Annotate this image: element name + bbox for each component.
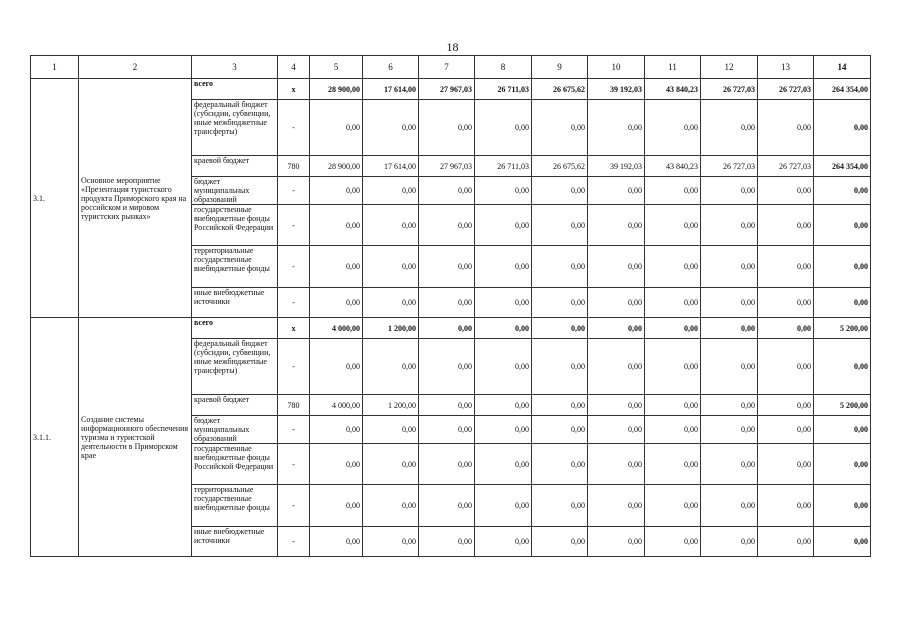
amount-cell: 4 000,00: [310, 318, 363, 339]
col-header: 6: [363, 56, 419, 79]
activity-name: Основное мероприятие «Презентация туристского продукта Приморского края на российском и мировом туристских рынках»: [79, 79, 192, 318]
funding-source: федеральный бюджет (субсидии, субвенции, иные межбюджетные трансферты): [192, 339, 278, 395]
amount-cell: 0,00: [645, 339, 701, 395]
activity-name: Создание системы информационного обеспечения туризма и туристской деятельности в Приморском крае: [79, 318, 192, 557]
amount-cell: 39 192,03: [588, 156, 645, 177]
amount-cell: 0,00: [814, 246, 871, 288]
amount-cell: 28 900,00: [310, 156, 363, 177]
amount-cell: 26 675,62: [532, 156, 588, 177]
amount-cell: 0,00: [475, 246, 532, 288]
amount-cell: 0,00: [310, 246, 363, 288]
amount-cell: 0,00: [310, 100, 363, 156]
amount-cell: 0,00: [588, 339, 645, 395]
amount-cell: 0,00: [758, 395, 814, 416]
amount-cell: 0,00: [475, 416, 532, 444]
funding-source: территориальные государственные внебюджетные фонды: [192, 485, 278, 527]
amount-cell: 0,00: [419, 288, 475, 318]
budget-code: -: [278, 205, 310, 246]
budget-table: [30, 55, 871, 557]
amount-cell: 0,00: [363, 246, 419, 288]
row-number: 3.1.1.: [31, 318, 79, 557]
row-number: 3.1.: [31, 79, 79, 318]
amount-cell: 0,00: [758, 527, 814, 557]
amount-cell: 26 727,03: [701, 156, 758, 177]
budget-code: 780: [278, 156, 310, 177]
funding-source: федеральный бюджет (субсидии, субвенции, иные межбюджетные трансферты): [192, 100, 278, 156]
amount-cell: 0,00: [645, 177, 701, 205]
amount-cell: 43 840,23: [645, 156, 701, 177]
amount-cell: 0,00: [363, 100, 419, 156]
amount-cell: 0,00: [814, 485, 871, 527]
col-header: 3: [192, 56, 278, 79]
amount-cell: 0,00: [701, 318, 758, 339]
budget-code: x: [278, 79, 310, 100]
amount-cell: 4 000,00: [310, 395, 363, 416]
amount-cell: 0,00: [475, 339, 532, 395]
amount-cell: 0,00: [645, 205, 701, 246]
amount-cell: 0,00: [758, 416, 814, 444]
amount-cell: 0,00: [701, 288, 758, 318]
amount-cell: 0,00: [645, 246, 701, 288]
col-header: 12: [701, 56, 758, 79]
amount-cell: 0,00: [419, 395, 475, 416]
col-header: 10: [588, 56, 645, 79]
funding-source: бюджет муниципальных образований: [192, 177, 278, 205]
amount-cell: 0,00: [814, 416, 871, 444]
table-row: [31, 318, 871, 339]
amount-cell: 0,00: [475, 485, 532, 527]
amount-cell: 5 200,00: [814, 318, 871, 339]
amount-cell: 0,00: [588, 246, 645, 288]
amount-cell: 0,00: [363, 205, 419, 246]
amount-cell: 0,00: [701, 416, 758, 444]
amount-cell: 1 200,00: [363, 395, 419, 416]
amount-cell: 0,00: [758, 485, 814, 527]
amount-cell: 0,00: [419, 527, 475, 557]
budget-code: -: [278, 339, 310, 395]
amount-cell: 0,00: [758, 318, 814, 339]
budget-code: -: [278, 288, 310, 318]
amount-cell: 26 727,03: [758, 79, 814, 100]
amount-cell: 0,00: [814, 288, 871, 318]
amount-cell: 0,00: [532, 416, 588, 444]
amount-cell: 26 711,03: [475, 79, 532, 100]
amount-cell: 0,00: [419, 246, 475, 288]
amount-cell: 26 727,03: [758, 156, 814, 177]
amount-cell: 0,00: [645, 395, 701, 416]
amount-cell: 0,00: [814, 205, 871, 246]
col-header: 11: [645, 56, 701, 79]
amount-cell: 0,00: [363, 527, 419, 557]
amount-cell: 26 711,03: [475, 156, 532, 177]
funding-source: иные внебюджетные источники: [192, 527, 278, 557]
amount-cell: 0,00: [814, 444, 871, 485]
amount-cell: 1 200,00: [363, 318, 419, 339]
amount-cell: 0,00: [532, 339, 588, 395]
amount-cell: 0,00: [645, 527, 701, 557]
amount-cell: 0,00: [588, 205, 645, 246]
amount-cell: 0,00: [588, 395, 645, 416]
funding-source: всего: [192, 318, 278, 339]
budget-code: -: [278, 444, 310, 485]
amount-cell: 0,00: [758, 177, 814, 205]
budget-code: 780: [278, 395, 310, 416]
amount-cell: 0,00: [419, 177, 475, 205]
amount-cell: 0,00: [532, 318, 588, 339]
amount-cell: 0,00: [588, 100, 645, 156]
amount-cell: 0,00: [532, 395, 588, 416]
amount-cell: 0,00: [532, 288, 588, 318]
amount-cell: 0,00: [363, 288, 419, 318]
amount-cell: 0,00: [645, 444, 701, 485]
amount-cell: 0,00: [701, 485, 758, 527]
amount-cell: 0,00: [419, 416, 475, 444]
amount-cell: 0,00: [814, 527, 871, 557]
amount-cell: 0,00: [701, 205, 758, 246]
col-header: 14: [814, 56, 871, 79]
budget-code: -: [278, 177, 310, 205]
budget-code: -: [278, 527, 310, 557]
amount-cell: 0,00: [758, 100, 814, 156]
amount-cell: 0,00: [532, 485, 588, 527]
amount-cell: 0,00: [475, 177, 532, 205]
amount-cell: 0,00: [758, 205, 814, 246]
amount-cell: 0,00: [588, 416, 645, 444]
col-header: 2: [79, 56, 192, 79]
amount-cell: 0,00: [758, 339, 814, 395]
amount-cell: 0,00: [588, 288, 645, 318]
amount-cell: 0,00: [814, 339, 871, 395]
header-row: [31, 56, 871, 79]
table-body: [31, 79, 871, 557]
amount-cell: 17 614,00: [363, 156, 419, 177]
budget-code: -: [278, 246, 310, 288]
page-number: 18: [446, 40, 459, 54]
amount-cell: 0,00: [310, 339, 363, 395]
amount-cell: 0,00: [645, 318, 701, 339]
amount-cell: 0,00: [532, 444, 588, 485]
amount-cell: 0,00: [701, 246, 758, 288]
amount-cell: 0,00: [814, 100, 871, 156]
budget-code: x: [278, 318, 310, 339]
amount-cell: 28 900,00: [310, 79, 363, 100]
amount-cell: 0,00: [310, 288, 363, 318]
amount-cell: 0,00: [532, 246, 588, 288]
amount-cell: 0,00: [419, 339, 475, 395]
amount-cell: 0,00: [310, 485, 363, 527]
amount-cell: 0,00: [475, 444, 532, 485]
amount-cell: 0,00: [758, 444, 814, 485]
amount-cell: 0,00: [758, 246, 814, 288]
col-header: 7: [419, 56, 475, 79]
amount-cell: 39 192,03: [588, 79, 645, 100]
amount-cell: 0,00: [475, 100, 532, 156]
amount-cell: 43 840,23: [645, 79, 701, 100]
amount-cell: 0,00: [645, 100, 701, 156]
amount-cell: 0,00: [310, 205, 363, 246]
col-header: 9: [532, 56, 588, 79]
amount-cell: 0,00: [310, 444, 363, 485]
amount-cell: 0,00: [588, 444, 645, 485]
budget-code: -: [278, 416, 310, 444]
col-header: 8: [475, 56, 532, 79]
amount-cell: 0,00: [419, 485, 475, 527]
table-row: [31, 79, 871, 100]
amount-cell: 26 675,62: [532, 79, 588, 100]
budget-code: -: [278, 100, 310, 156]
funding-source: краевой бюджет: [192, 395, 278, 416]
amount-cell: 0,00: [419, 318, 475, 339]
amount-cell: 0,00: [588, 177, 645, 205]
amount-cell: 0,00: [645, 485, 701, 527]
col-header: 5: [310, 56, 363, 79]
amount-cell: 0,00: [363, 444, 419, 485]
amount-cell: 0,00: [475, 527, 532, 557]
amount-cell: 0,00: [475, 395, 532, 416]
budget-code: -: [278, 485, 310, 527]
amount-cell: 0,00: [758, 288, 814, 318]
amount-cell: 27 967,03: [419, 156, 475, 177]
funding-source: краевой бюджет: [192, 156, 278, 177]
amount-cell: 0,00: [588, 318, 645, 339]
amount-cell: 0,00: [475, 318, 532, 339]
amount-cell: 0,00: [532, 177, 588, 205]
amount-cell: 17 614,00: [363, 79, 419, 100]
funding-source: государственные внебюджетные фонды Российской Федерации: [192, 444, 278, 485]
amount-cell: 0,00: [363, 485, 419, 527]
funding-source: иные внебюджетные источники: [192, 288, 278, 318]
amount-cell: 0,00: [310, 416, 363, 444]
amount-cell: 0,00: [701, 177, 758, 205]
amount-cell: 264 354,00: [814, 156, 871, 177]
funding-source: территориальные государственные внебюджетные фонды: [192, 246, 278, 288]
amount-cell: 0,00: [532, 205, 588, 246]
amount-cell: 0,00: [419, 100, 475, 156]
funding-source: бюджет муниципальных образований: [192, 416, 278, 444]
funding-source: государственные внебюджетные фонды Российской Федерации: [192, 205, 278, 246]
amount-cell: 0,00: [419, 205, 475, 246]
amount-cell: 0,00: [701, 395, 758, 416]
amount-cell: 5 200,00: [814, 395, 871, 416]
col-header: 13: [758, 56, 814, 79]
amount-cell: 26 727,03: [701, 79, 758, 100]
col-header: 4: [278, 56, 310, 79]
amount-cell: 0,00: [310, 177, 363, 205]
amount-cell: 0,00: [532, 100, 588, 156]
amount-cell: 0,00: [701, 527, 758, 557]
amount-cell: 264 354,00: [814, 79, 871, 100]
amount-cell: 0,00: [310, 527, 363, 557]
amount-cell: 0,00: [588, 527, 645, 557]
col-header: 1: [31, 56, 79, 79]
amount-cell: 0,00: [532, 527, 588, 557]
amount-cell: 0,00: [645, 288, 701, 318]
amount-cell: 0,00: [363, 339, 419, 395]
amount-cell: 0,00: [814, 177, 871, 205]
amount-cell: 0,00: [475, 288, 532, 318]
amount-cell: 0,00: [701, 444, 758, 485]
amount-cell: 0,00: [645, 416, 701, 444]
amount-cell: 27 967,03: [419, 79, 475, 100]
amount-cell: 0,00: [419, 444, 475, 485]
funding-source: всего: [192, 79, 278, 100]
amount-cell: 0,00: [363, 416, 419, 444]
amount-cell: 0,00: [701, 100, 758, 156]
amount-cell: 0,00: [475, 205, 532, 246]
amount-cell: 0,00: [588, 485, 645, 527]
amount-cell: 0,00: [701, 339, 758, 395]
amount-cell: 0,00: [363, 177, 419, 205]
